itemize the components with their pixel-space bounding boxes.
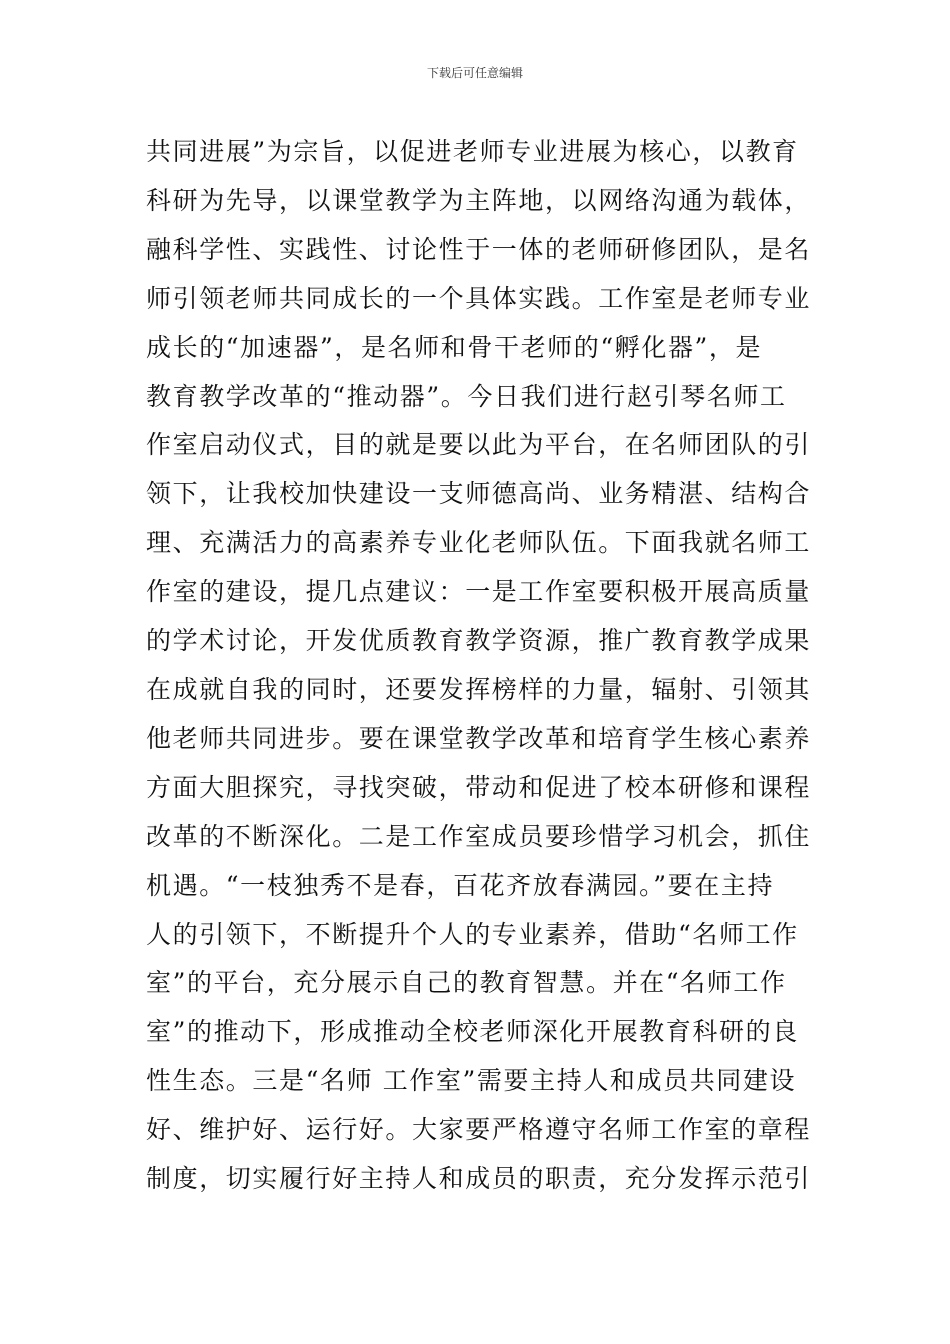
text-line: 科研为先导，以课堂教学为主阵地，以网络沟通为载体， (146, 185, 812, 215)
text-line: 性生态。三是“名师 工作室”需要主持人和成员共同建设 (146, 1066, 797, 1096)
text-line: 理、充满活力的高素养专业化老师队伍。下面我就名师工 (146, 528, 812, 558)
text-line: 成长的“加速器”，是名师和骨干老师的“孵化器”，是 (146, 332, 763, 362)
text-line: 人的引领下，不断提升个人的专业素养，借助“名师工作 (146, 919, 799, 949)
text-line: 室”的平台，充分展示自己的教育智慧。并在“名师工作 (146, 968, 787, 998)
text-line: 作室的建设，提几点建议：一是工作室要积极开展高质量 (146, 577, 812, 607)
text-line: 在成就自我的同时，还要发挥榜样的力量，辐射、引领其 (146, 674, 812, 704)
text-line: 共同进展”为宗旨，以促进老师专业进展为核心，以教育 (146, 137, 799, 166)
text-line: 改革的不断深化。二是工作室成员要珍惜学习机会，抓住 (146, 821, 812, 851)
text-line: 融科学性、实践性、讨论性于一体的老师研修团队，是名 (146, 234, 812, 264)
text-line: 领下，让我校加快建设一支师德高尚、业务精湛、结构合 (146, 479, 812, 509)
text-line: 的学术讨论，开发优质教育教学资源，推广教育教学成果 (146, 626, 812, 656)
text-line: 他老师共同进步。要在课堂教学改革和培育学生核心素养 (146, 723, 812, 753)
text-line: 制度，切实履行好主持人和成员的职责，充分发挥示范引 (146, 1164, 812, 1194)
page-header: 下载后可任意编辑 (426, 66, 523, 80)
body-paragraph (146, 128, 826, 1204)
text-line: 教育教学改革的“推动器”。今日我们进行赵引琴名师工 (146, 381, 787, 411)
text-line: 机遇。“一枝独秀不是春，百花齐放春满园。”要在主持 (146, 870, 775, 900)
text-line: 室”的推动下，形成推动全校老师深化开展教育科研的良 (146, 1017, 799, 1047)
text-line: 方面大胆探究，寻找突破，带动和促进了校本研修和课程 (146, 772, 812, 802)
text-line: 好、维护好、运行好。大家要严格遵守名师工作室的章程 (146, 1115, 812, 1145)
text-line: 作室启动仪式，目的就是要以此为平台，在名师团队的引 (146, 430, 812, 460)
text-line: 师引领老师共同成长的一个具体实践。工作室是老师专业 (146, 283, 812, 313)
